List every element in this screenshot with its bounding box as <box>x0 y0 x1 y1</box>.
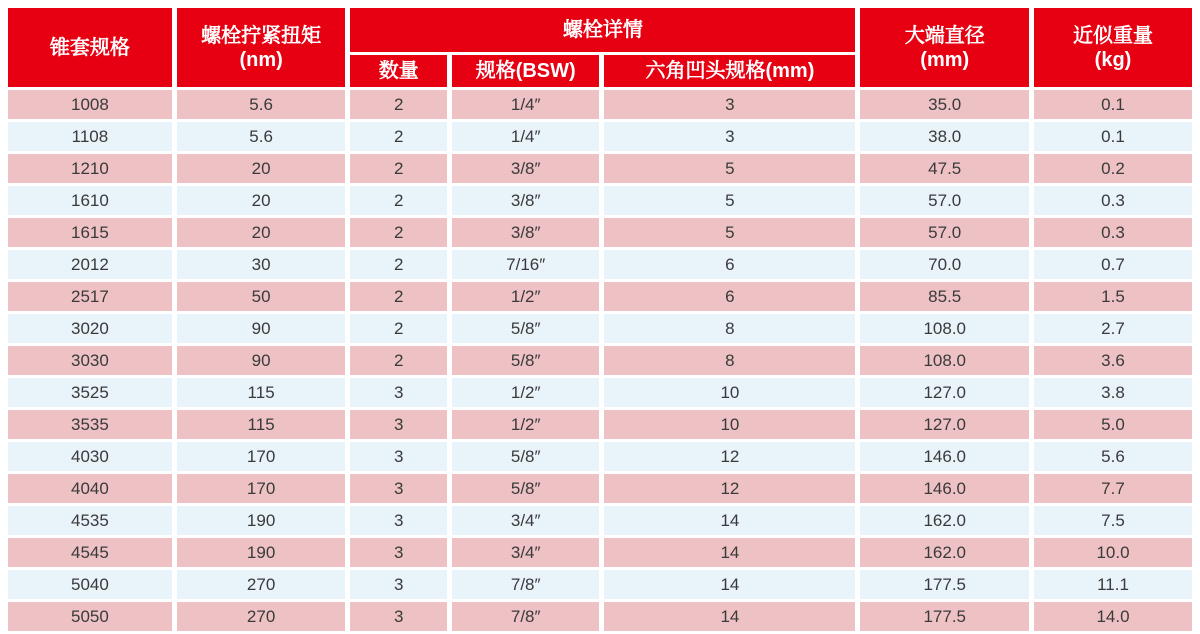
table-cell: 2012 <box>8 250 172 279</box>
table-cell: 0.2 <box>1034 154 1192 183</box>
table-cell: 5 <box>604 186 855 215</box>
table-cell: 3/8″ <box>452 218 599 247</box>
table-cell: 3 <box>604 122 855 151</box>
table-cell: 35.0 <box>860 90 1029 119</box>
table-cell: 10.0 <box>1034 538 1192 567</box>
table-cell: 10 <box>604 378 855 407</box>
table-cell: 5/8″ <box>452 442 599 471</box>
table-cell: 8 <box>604 314 855 343</box>
table-cell: 2 <box>350 282 447 311</box>
table-cell: 5/8″ <box>452 346 599 375</box>
table-cell: 6 <box>604 282 855 311</box>
table-cell: 7.7 <box>1034 474 1192 503</box>
table-cell: 5.6 <box>177 122 346 151</box>
table-row <box>8 250 1192 279</box>
table-cell: 146.0 <box>860 474 1029 503</box>
table-cell: 30 <box>177 250 346 279</box>
table-cell: 3535 <box>8 410 172 439</box>
table-cell: 3/8″ <box>452 186 599 215</box>
table-cell: 2517 <box>8 282 172 311</box>
table-cell: 85.5 <box>860 282 1029 311</box>
table-cell: 108.0 <box>860 314 1029 343</box>
table-cell: 190 <box>177 538 346 567</box>
header-weight-unit: (kg) <box>1094 48 1132 71</box>
table-cell: 1008 <box>8 90 172 119</box>
table-cell: 57.0 <box>860 218 1029 247</box>
table-cell: 5.6 <box>1034 442 1192 471</box>
table-cell: 0.7 <box>1034 250 1192 279</box>
table-cell: 3 <box>350 538 447 567</box>
table-cell: 3/4″ <box>452 506 599 535</box>
table-row <box>8 346 1192 375</box>
table-cell: 47.5 <box>860 154 1029 183</box>
table-cell: 3 <box>350 378 447 407</box>
table-cell: 170 <box>177 474 346 503</box>
table-row <box>8 378 1192 407</box>
table-cell: 127.0 <box>860 410 1029 439</box>
header-taper-spec-label: 锥套规格 <box>49 36 130 59</box>
table-row <box>8 410 1192 439</box>
table-cell: 2 <box>350 186 447 215</box>
table-cell: 50 <box>177 282 346 311</box>
header-weight-label: 近似重量 <box>1073 24 1153 47</box>
table-cell: 12 <box>604 474 855 503</box>
table-cell: 5.6 <box>177 90 346 119</box>
table-cell: 5 <box>604 154 855 183</box>
table-cell: 20 <box>177 186 346 215</box>
header-diameter-label: 大端直径 <box>904 24 985 47</box>
table-row <box>8 282 1192 311</box>
table-cell: 2 <box>350 90 447 119</box>
header-row-top <box>8 8 1192 52</box>
table-cell: 20 <box>177 218 346 247</box>
table-cell: 2 <box>350 314 447 343</box>
table-cell: 270 <box>177 570 346 599</box>
table-cell: 1/2″ <box>452 410 599 439</box>
table-cell: 3/8″ <box>452 154 599 183</box>
table-cell: 3020 <box>8 314 172 343</box>
table-body <box>8 90 1192 631</box>
table-cell: 3/4″ <box>452 538 599 567</box>
table-cell: 146.0 <box>860 442 1029 471</box>
table-cell: 1.5 <box>1034 282 1192 311</box>
table-row <box>8 122 1192 151</box>
table-cell: 5040 <box>8 570 172 599</box>
header-large-end-diameter <box>860 8 1029 87</box>
table-cell: 3 <box>350 474 447 503</box>
header-bolt-details-label: 螺栓详情 <box>562 19 643 41</box>
table-cell: 0.3 <box>1034 218 1192 247</box>
table-cell: 20 <box>177 154 346 183</box>
table-cell: 1210 <box>8 154 172 183</box>
table-row <box>8 186 1192 215</box>
bushing-spec-table <box>3 5 1197 634</box>
table-cell: 3 <box>350 570 447 599</box>
table-cell: 7/8″ <box>452 602 599 631</box>
table-cell: 3.8 <box>1034 378 1192 407</box>
table-cell: 115 <box>177 410 346 439</box>
table-cell: 170 <box>177 442 346 471</box>
table-cell: 177.5 <box>860 570 1029 599</box>
table-row <box>8 570 1192 599</box>
table-cell: 1/4″ <box>452 122 599 151</box>
header-taper-spec <box>8 8 172 87</box>
table-row <box>8 506 1192 535</box>
table-row <box>8 154 1192 183</box>
table-cell: 108.0 <box>860 346 1029 375</box>
table-cell: 5/8″ <box>452 474 599 503</box>
table-row <box>8 90 1192 119</box>
table-cell: 177.5 <box>860 602 1029 631</box>
table-cell: 1/2″ <box>452 378 599 407</box>
header-bolt-size-bsw: 规格(BSW) <box>452 55 599 87</box>
table-cell: 38.0 <box>860 122 1029 151</box>
table-cell: 12 <box>604 442 855 471</box>
table-cell: 7/16″ <box>452 250 599 279</box>
table-cell: 162.0 <box>860 538 1029 567</box>
table-cell: 6 <box>604 250 855 279</box>
table-cell: 90 <box>177 314 346 343</box>
table-cell: 5 <box>604 218 855 247</box>
table-cell: 7.5 <box>1034 506 1192 535</box>
table-cell: 14 <box>604 602 855 631</box>
table-cell: 3030 <box>8 346 172 375</box>
table-cell: 1108 <box>8 122 172 151</box>
table-cell: 115 <box>177 378 346 407</box>
table-cell: 5050 <box>8 602 172 631</box>
table-cell: 1615 <box>8 218 172 247</box>
table-header <box>8 8 1192 87</box>
table-cell: 4040 <box>8 474 172 503</box>
table-cell: 1/2″ <box>452 282 599 311</box>
table-row <box>8 538 1192 567</box>
table-cell: 57.0 <box>860 186 1029 215</box>
table-cell: 14 <box>604 570 855 599</box>
table-cell: 3 <box>350 410 447 439</box>
table-cell: 70.0 <box>860 250 1029 279</box>
table-cell: 4545 <box>8 538 172 567</box>
table-cell: 2.7 <box>1034 314 1192 343</box>
table-cell: 3 <box>350 602 447 631</box>
header-torque <box>177 8 346 87</box>
table-row <box>8 314 1192 343</box>
table-cell: 2 <box>350 154 447 183</box>
table-cell: 14 <box>604 538 855 567</box>
table-cell: 1610 <box>8 186 172 215</box>
table-cell: 11.1 <box>1034 570 1192 599</box>
header-bolt-details-group <box>350 8 855 52</box>
table-cell: 2 <box>350 346 447 375</box>
header-hex-socket-size: 六角凹头规格(mm) <box>604 55 855 87</box>
table-row <box>8 218 1192 247</box>
table-cell: 2 <box>350 250 447 279</box>
table-cell: 10 <box>604 410 855 439</box>
table-cell: 190 <box>177 506 346 535</box>
table-cell: 14 <box>604 506 855 535</box>
table-cell: 4535 <box>8 506 172 535</box>
table-cell: 0.1 <box>1034 90 1192 119</box>
table-row <box>8 474 1192 503</box>
table-cell: 14.0 <box>1034 602 1192 631</box>
table-cell: 2 <box>350 122 447 151</box>
table-cell: 3 <box>604 90 855 119</box>
table-cell: 127.0 <box>860 378 1029 407</box>
table-cell: 3 <box>350 442 447 471</box>
table-cell: 3 <box>350 506 447 535</box>
table-cell: 4030 <box>8 442 172 471</box>
table-cell: 2 <box>350 218 447 247</box>
header-approx-weight <box>1034 8 1192 87</box>
header-torque-unit: (nm) <box>239 48 283 71</box>
table-cell: 5/8″ <box>452 314 599 343</box>
table-row <box>8 442 1192 471</box>
header-torque-label: 螺栓拧紧扭矩 <box>201 24 322 47</box>
table-cell: 3.6 <box>1034 346 1192 375</box>
table-cell: 7/8″ <box>452 570 599 599</box>
header-bolt-qty: 数量 <box>350 55 447 87</box>
table-cell: 1/4″ <box>452 90 599 119</box>
table-cell: 0.3 <box>1034 186 1192 215</box>
table-cell: 8 <box>604 346 855 375</box>
table-cell: 5.0 <box>1034 410 1192 439</box>
table-cell: 162.0 <box>860 506 1029 535</box>
table-cell: 90 <box>177 346 346 375</box>
table-cell: 270 <box>177 602 346 631</box>
table-cell: 3525 <box>8 378 172 407</box>
header-diameter-unit: (mm) <box>920 48 970 71</box>
table-row <box>8 602 1192 631</box>
table-cell: 0.1 <box>1034 122 1192 151</box>
